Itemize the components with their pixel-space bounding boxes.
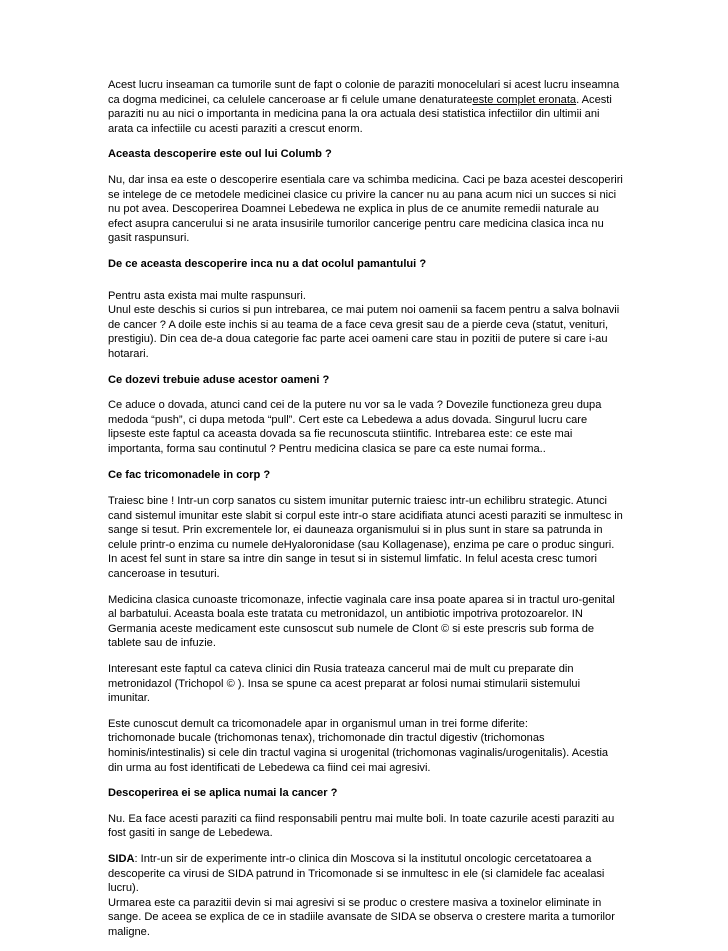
paragraph-proof: Ce aduce o dovada, atunci cand cei de la putere nu vor sa le vada ? Dovezile functioneza greu dupa medoda “push”, ci dupa metoda “pull”. Cert este ca Lebedewa a adus dovada. Singurul lucru care lipseste este faptul ca aceasta dovada sa fie recunoscuta stiintific. Intrebarea este: ce este mai importanta, forma sau continutul ? Pentru medicina clasica se pare ca este numai forma.. — [108, 399, 602, 455]
paragraph-line: In acest fel sunt in stare sa intre din sange in tesut si in sistemul limfatic. In felul acesta cresc tumori canceroase in tesuturi. — [108, 553, 597, 581]
heading-what-proofs: Ce dozevi trebuie aduse acestor oameni ? — [108, 373, 330, 386]
underlined-phrase: este complet eronata — [472, 93, 577, 106]
paragraph-line: Pentru asta exista mai multe raspunsuri. — [108, 289, 306, 302]
paragraph-classic-medicine: Medicina clasica cunoaste tricomonaze, infectie vaginala care insa poate aparea si in tractul uro-genital al barbatului. Aceasta boala este tratata cu metronidazol, un antibiotic impotriva protozoarelor. IN Germania aceste medicament este cunsoscut sub numele de Clont © si este prescris sub forma de tablete sau de infuzie. — [108, 593, 615, 650]
paragraph-line: Unul este deschis si curios si pun intrebarea, ce mai putem noi oamenii sa facem pentru a salva bolnavii de cancer ? A doile este inchis si au teama de a face ceva gresit sau de a pierde ceva (statut, venituri, prestigiu). Din cea de-a doua categorie fac parte acei oameni care stau in pozitii de putere si care i-au hotarari. — [108, 304, 620, 360]
paragraph-line: : Intr-un sir de experimente intr-o clinica din Moscova si la institutul oncologic cercetatoarea a descoperite ca virusi de SIDA patrund in Tricomonade si se inmultesc in ele (si clamidele fac acealasi lucru). — [108, 852, 605, 895]
paragraph-line: Traiesc bine ! Intr-un corp sanatos cu sistem imunitar puternic traiesc intr-un echilibru strategic. Atunci cand sistemul imunitar este slabit si corpul este intr-o stare acidifiata atunci acesti paraziti se inmultesc in sange si tesut. Prin excrementele lor, ei dauneaza organismului si in plus sunt in stare sa patrunda in celule printr-o enzima cu numele deHyaloronidase (sau Kollagenase), enzima pe care o produc singuri. — [108, 495, 623, 551]
paragraph-more-diseases: Nu. Ea face acesti paraziti ca fiind responsabili pentru mai multe boli. In toate cazurile acesti paraziti au fost gasiti in sange de Lebedewa. — [108, 812, 615, 840]
paragraph-three-forms — [108, 717, 623, 775]
paragraph-essential-discovery: Nu, dar insa ea este o descoperire esentiala care va schimba medicina. Caci pe baza acestei descoperiri se intelege de ce metodele medicinei clasice cu privire la cancer nu au pana acum nici un succes si nici nu pot avea. Descoperirea Doamnei Lebedewa ne explica in plus de ce anumite remedii naturale au efect asupra cancerului si ne arata insusirile tumorilor cancerige pentru care medicina clasica inca nu gasit raspunsuri. — [108, 173, 623, 245]
paragraph-tumors-parasites — [108, 78, 623, 136]
heading-only-cancer: Descoperirea ei se aplica numai la cancer ? — [108, 787, 338, 800]
paragraph-sida — [108, 852, 623, 940]
paragraph-answers — [108, 289, 623, 362]
paragraph-text: . Acesti paraziti nu au nici o importanta in medicina pana la ora actuala desi statistica infectiilor din ultimii ani arata ca infectiile cu acesti paraziti a crescut enorm. — [108, 93, 612, 135]
paragraph-line: Urmarea este ca parazitii devin si mai agresivi si se produc o crestere masiva a toxinelor eliminate in sange. De aceea se explica de ce in stadiile avansate de SIDA se observa o crestere marita a tumorilor maligne. — [108, 896, 615, 938]
paragraph-live-well — [108, 494, 623, 582]
heading-columbus-egg: Aceasta descoperire este oul lui Columb ? — [108, 148, 332, 161]
document-page — [108, 78, 623, 951]
paragraph-russian-clinics: Interesant este faptul ca cateva clinici din Rusia trateaza cancerul mai de mult cu preparate din metronidazol (Trichopol © ). Insa se spune ca acest preparat ar folosi numai stimularii sistemului imunitar. — [108, 663, 581, 705]
heading-trichomonads-in-body: Ce fac tricomonadele in corp ? — [108, 469, 271, 482]
sida-label: SIDA — [108, 852, 135, 865]
paragraph-text: Acest lucru inseaman ca tumorile sunt de fapt o colonie de paraziti monocelulari si acest lucru inseamna ca dogma medicinei, ca celulele canceroase ar fi celule umane denaturate — [108, 79, 620, 106]
paragraph-line: trichomonade bucale (trichomonas tenax), trichomonade din tractul digestiv (trichomonas hominis/intestinalis) si cele din tractul vagina si urogenital (trichomonas vaginalis/urogenitalis). Acestia din urma au fost identificati de Lebedewa ca fiind cei mai agresivi. — [108, 732, 609, 774]
heading-why-not-spread: De ce aceasta descoperire inca nu a dat ocolul pamantului ? — [108, 257, 427, 270]
paragraph-line: Este cunoscut demult ca tricomonadele apar in organismul uman in trei forme diferite: — [108, 717, 528, 730]
